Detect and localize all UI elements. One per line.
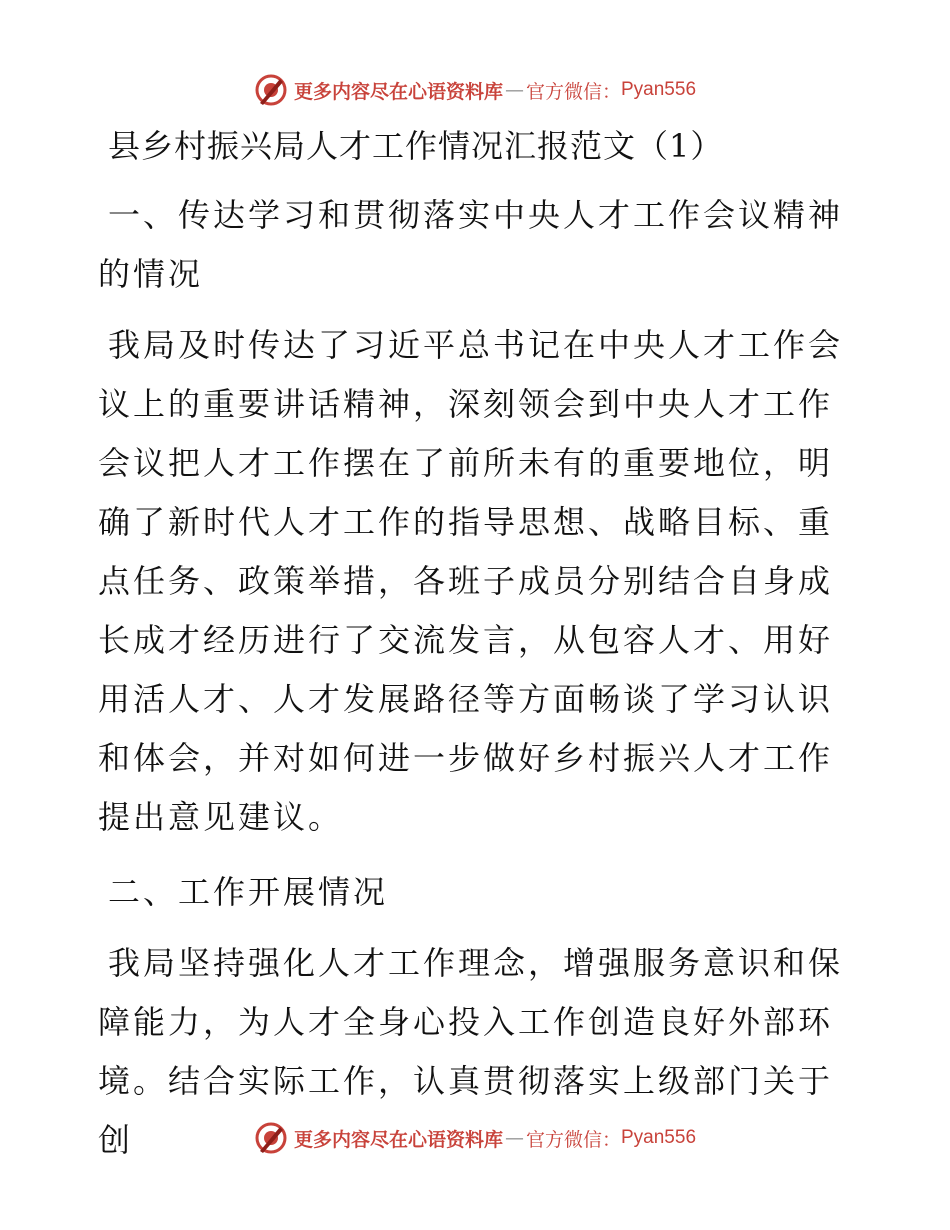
watermark-separator: — (504, 1127, 524, 1149)
quill-seal-icon (254, 1121, 288, 1155)
watermark-wechat-label: 官方微信： (525, 1128, 621, 1151)
watermark-wechat-id: Pyan556 (621, 79, 697, 100)
watermark-wechat-id: Pyan556 (621, 1127, 697, 1148)
watermark-text: 更多内容尽在心语资料库 (293, 1128, 503, 1151)
watermark-separator: — (504, 79, 524, 101)
section-heading-1: 一、传达学习和贯彻落实中央人才工作会议精神的情况 (98, 196, 844, 293)
quill-seal-icon (254, 73, 288, 107)
watermark-footer (0, 1118, 950, 1158)
watermark-text: 更多内容尽在心语资料库 (293, 80, 503, 103)
section-heading-2: 二、工作开展情况 (108, 873, 389, 911)
watermark-header (0, 70, 950, 110)
watermark-wechat-label: 官方微信： (525, 80, 621, 103)
document-title: 县乡村振兴局人才工作情况汇报范文（1） (108, 127, 724, 165)
section-body-2: 我局坚持强化人才工作理念，增强服务意识和保障能力，为人才全身心投入工作创造良好外部环境。结合实际工作，认真贯彻落实上级部门关于创 (98, 944, 844, 1159)
document-body (98, 118, 858, 1170)
section-body-1: 我局及时传达了习近平总书记在中央人才工作会议上的重要讲话精神，深刻领会到中央人才工作会议把人才工作摆在了前所未有的重要地位，明确了新时代人才工作的指导思想、战略目标、重点任务、政策举措，各班子成员分别结合自身成长成才经历进行了交流发言，从包容人才、用好用活人才、人才发展路径等方面畅谈了学习认识和体会，并对如何进一步做好乡村振兴人才工作提出意见建议。 (98, 326, 844, 836)
